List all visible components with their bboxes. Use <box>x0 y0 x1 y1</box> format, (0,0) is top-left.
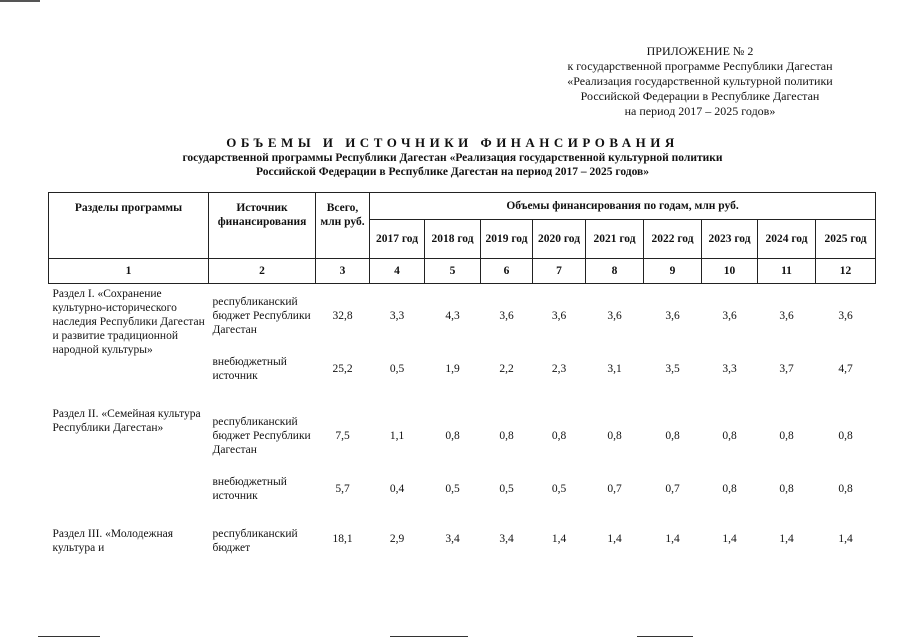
section-name: Раздел I. «Сохранение культурно-исторического наследия Республики Дагестан и развитие традиционной народной культуры» <box>52 288 205 356</box>
header-year: 2022 год <box>644 220 702 259</box>
page-title: ОБЪЕМЫ И ИСТОЧНИКИ ФИНАНСИРОВАНИЯ <box>226 135 679 150</box>
table-row <box>49 524 876 558</box>
header-total: Всего, млн руб. <box>316 193 370 259</box>
year-value: 1,1 <box>389 429 405 442</box>
year-value: 3,6 <box>722 309 737 322</box>
year-value: 3,6 <box>665 309 680 322</box>
year-value: 3,1 <box>607 362 622 375</box>
column-number: 3 <box>316 259 370 284</box>
header-year: 2024 год <box>758 220 816 259</box>
source-name: республиканский бюджет <box>212 527 298 554</box>
year-value: 0,8 <box>445 429 460 442</box>
page-subtitle: Российской Федерации в Республике Дагестан на период 2017 – 2025 годов» <box>255 166 650 178</box>
table-row <box>49 404 876 468</box>
appendix-line: к государственной программе Республики Дагестан <box>567 59 833 73</box>
year-value: 0,7 <box>607 482 622 495</box>
header-year: 2018 год <box>425 220 481 259</box>
column-number: 7 <box>533 259 586 284</box>
year-value: 0,8 <box>722 429 737 442</box>
header-year: 2020 год <box>533 220 586 259</box>
year-value: 1,4 <box>722 532 737 545</box>
year-value: 3,5 <box>665 362 680 375</box>
column-number-row <box>49 259 876 284</box>
year-value: 0,5 <box>445 482 460 495</box>
year-value: 0,8 <box>551 429 567 442</box>
appendix-line: Российской Федерации в Республике Дагестан <box>580 89 820 103</box>
year-value: 3,3 <box>722 362 737 375</box>
column-number: 5 <box>425 259 481 284</box>
header-source: Источник финансирования <box>209 193 316 259</box>
scan-bottom-mark <box>637 636 693 637</box>
year-value: 3,6 <box>838 309 853 322</box>
year-value: 1,4 <box>607 532 622 545</box>
year-value: 3,6 <box>551 309 567 322</box>
year-value: 3,6 <box>779 309 794 322</box>
column-number: 1 <box>49 259 209 284</box>
source-name: внебюджетный источник <box>212 355 287 382</box>
total-value: 7,5 <box>335 429 350 442</box>
header-year: 2017 год <box>370 220 425 259</box>
column-number: 2 <box>209 259 316 284</box>
header-year: 2023 год <box>702 220 758 259</box>
year-value: 3,6 <box>607 309 622 322</box>
year-value: 0,5 <box>551 482 567 495</box>
scan-bottom-mark <box>38 636 100 637</box>
year-value: 4,7 <box>838 362 853 375</box>
year-value: 0,5 <box>499 482 514 495</box>
column-number: 6 <box>481 259 533 284</box>
year-value: 1,4 <box>838 532 853 545</box>
table-row <box>49 284 876 348</box>
year-value: 0,8 <box>838 429 853 442</box>
column-number: 11 <box>758 259 816 284</box>
column-number: 10 <box>702 259 758 284</box>
source-name: внебюджетный источник <box>212 475 287 502</box>
total-value: 25,2 <box>332 362 353 375</box>
year-value: 0,4 <box>389 482 405 495</box>
year-value: 2,9 <box>389 532 405 545</box>
year-value: 0,8 <box>607 429 622 442</box>
total-value: 32,8 <box>332 309 353 322</box>
column-number: 4 <box>370 259 425 284</box>
year-value: 3,4 <box>445 532 460 545</box>
year-value: 0,5 <box>389 362 405 375</box>
appendix-line: на период 2017 – 2025 годов» <box>624 104 776 118</box>
total-value: 18,1 <box>332 532 353 545</box>
year-value: 1,4 <box>551 532 567 545</box>
header-year: 2021 год <box>586 220 644 259</box>
total-value: 5,7 <box>335 482 350 495</box>
section-name: Раздел II. «Семейная культура Республики Дагестан» <box>52 407 201 434</box>
page-subtitle: государственной программы Республики Дагестан «Реализация государственной культурной политики <box>182 152 723 164</box>
year-value: 3,4 <box>499 532 514 545</box>
year-value: 2,2 <box>499 362 514 375</box>
year-value: 1,4 <box>779 532 794 545</box>
appendix-line: «Реализация государственной культурной политики <box>567 74 833 88</box>
year-value: 3,7 <box>779 362 794 375</box>
appendix-header <box>520 44 880 119</box>
year-value: 0,8 <box>665 429 680 442</box>
header-by-years: Объемы финансирования по годам, млн руб. <box>370 193 876 220</box>
header-year: 2019 год <box>481 220 533 259</box>
year-value: 3,3 <box>389 309 405 322</box>
financing-table <box>48 192 876 558</box>
document-title <box>0 135 905 179</box>
appendix-title: ПРИЛОЖЕНИЕ № 2 <box>646 44 754 58</box>
year-value: 3,6 <box>499 309 514 322</box>
scan-edge-mark <box>0 0 40 2</box>
column-number: 8 <box>586 259 644 284</box>
header-sections: Разделы программы <box>49 193 209 259</box>
source-name: республиканский бюджет Республики Дагестан <box>212 295 311 336</box>
column-number: 12 <box>816 259 876 284</box>
year-value: 0,8 <box>499 429 514 442</box>
year-value: 1,4 <box>665 532 680 545</box>
section-name: Раздел III. «Молодежная культура и <box>52 527 174 554</box>
year-value: 2,3 <box>551 362 567 375</box>
year-value: 0,8 <box>779 482 794 495</box>
year-value: 0,8 <box>779 429 794 442</box>
scan-bottom-mark <box>390 636 468 637</box>
header-year: 2025 год <box>816 220 876 259</box>
year-value: 4,3 <box>445 309 460 322</box>
year-value: 0,7 <box>665 482 680 495</box>
column-number: 9 <box>644 259 702 284</box>
year-value: 0,8 <box>722 482 737 495</box>
year-value: 1,9 <box>445 362 460 375</box>
year-value: 0,8 <box>838 482 853 495</box>
source-name: республиканский бюджет Республики Дагестан <box>212 415 311 456</box>
